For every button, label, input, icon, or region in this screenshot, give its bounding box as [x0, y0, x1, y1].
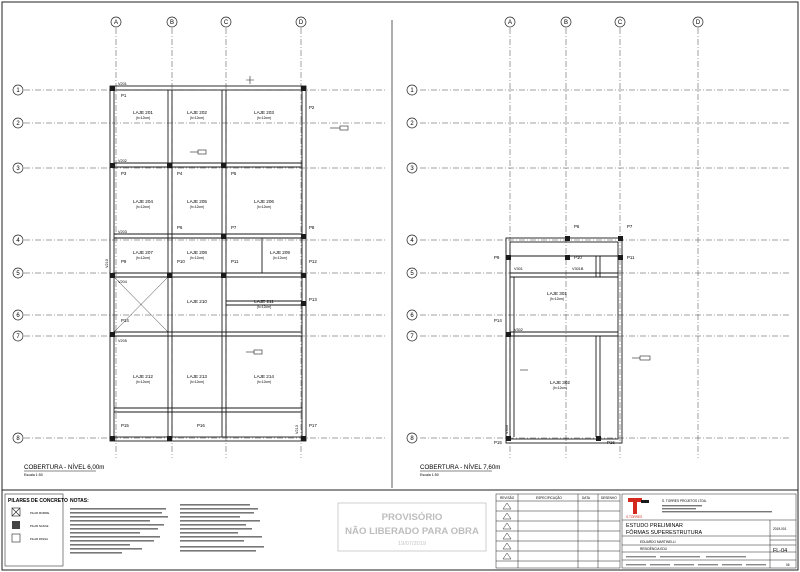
- axis-bubble-d: [693, 17, 703, 27]
- company-logo: [626, 498, 649, 519]
- axis-label-d: D: [695, 20, 701, 26]
- axis-label-2: 2: [410, 121, 414, 127]
- notes-text-lines: [70, 504, 264, 554]
- axis-bubble-8: [407, 433, 417, 443]
- slab-label: LAJE 214: [254, 374, 274, 379]
- axis-label-7: 7: [16, 334, 20, 340]
- beam-label: V204: [118, 280, 127, 284]
- slab-thickness: (h=12cm): [189, 116, 205, 120]
- stamp-line2: NÃO LIBERADO PARA OBRA: [345, 526, 479, 537]
- right-plan-title: COBERTURA - NÍVEL 7,60m: [420, 464, 501, 471]
- pillar-label: P9: [494, 255, 500, 260]
- slab-thickness: (h=12cm): [135, 256, 151, 260]
- axis-bubble-5: [407, 268, 417, 278]
- legend-item: PILAR MORRE: [30, 511, 50, 515]
- slab-label: LAJE 202: [187, 110, 207, 115]
- legend-item: PILAR NASCE: [30, 524, 49, 528]
- axis-bubble-8: [13, 433, 23, 443]
- axis-label-3: 3: [410, 166, 414, 172]
- axis-bubble-a: [111, 17, 121, 27]
- slab-label: LAJE 208: [187, 250, 207, 255]
- slab-thickness: (h=12cm): [189, 380, 205, 384]
- slab-label: LAJE 212: [133, 374, 153, 379]
- left-floor-plan: [13, 17, 385, 477]
- axis-bubble-3: [407, 163, 417, 173]
- axis-bubble-c: [615, 17, 625, 27]
- beam-label: V201: [118, 82, 127, 86]
- pillar-label: P10: [574, 255, 582, 260]
- slab-thickness: (h=12cm): [135, 116, 151, 120]
- pillar-markers: [506, 236, 623, 441]
- beam-label: V213: [295, 425, 299, 434]
- pillar-label: P1: [121, 93, 127, 98]
- provisional-stamp: [338, 503, 486, 551]
- project-code: 2019-001: [773, 527, 787, 531]
- beam-label: V202: [118, 159, 127, 163]
- axis-label-a: A: [113, 20, 119, 26]
- axis-bubble-b: [167, 17, 177, 27]
- slab-thickness: (h=12cm): [256, 305, 272, 309]
- axis-label-a: A: [507, 20, 513, 26]
- axis-label-6: 6: [410, 313, 414, 319]
- revision-header: DESENHO: [601, 496, 617, 500]
- drawing-subject: FÔRMAS SUPERESTRUTURA: [626, 530, 703, 536]
- pillar-label: P17: [309, 423, 317, 428]
- axis-bubble-c: [221, 17, 231, 27]
- company-name: S. TORRES PROJETOS LTDA.: [662, 499, 707, 503]
- pillar-label: P11: [231, 259, 239, 264]
- slab-thickness: (h=12cm): [549, 297, 565, 301]
- axis-bubble-4: [407, 235, 417, 245]
- axis-label-8: 8: [410, 436, 414, 442]
- slab-label: LAJE 206: [254, 199, 274, 204]
- pillar-legend: [5, 494, 68, 566]
- axis-label-d: D: [298, 20, 304, 26]
- slab-label: LAJE 209: [270, 250, 290, 255]
- slab-thickness: (h=12cm): [256, 380, 272, 384]
- beam-label: V205: [118, 339, 127, 343]
- axis-label-c: C: [223, 20, 229, 26]
- axis-label-6: 6: [16, 313, 20, 319]
- logo-text: S.TORRES: [626, 515, 643, 519]
- pillar-label: P2: [309, 105, 315, 110]
- axis-label-c: C: [617, 20, 623, 26]
- legend-title: PILARES DE CONCRETO: [8, 498, 68, 504]
- notes-title: NOTAS:: [70, 498, 89, 504]
- pillar-label: P14: [121, 318, 129, 323]
- slab-label: LAJE 204: [133, 199, 153, 204]
- axis-label-4: 4: [410, 238, 414, 244]
- slab-label: LAJE 213: [187, 374, 207, 379]
- pillar-label: P11: [627, 255, 635, 260]
- pillar-label: P3: [121, 171, 127, 176]
- slab-label: LAJE 301: [547, 291, 567, 296]
- slab-label: LAJE 210: [187, 299, 207, 304]
- axis-label-2: 2: [16, 121, 20, 127]
- axis-bubble-7: [13, 331, 23, 341]
- pillar-label: P10: [177, 259, 185, 264]
- stamp-line1: PROVISÓRIO: [381, 512, 443, 523]
- project-name: RESIDÊNCIA EDU: [640, 547, 667, 551]
- company-address-lines: [662, 505, 772, 512]
- axis-bubble-a: [505, 17, 515, 27]
- slab-label: LAJE 203: [254, 110, 274, 115]
- axis-bubble-4: [13, 235, 23, 245]
- opening-cross: [114, 277, 168, 332]
- pillar-label: P8: [309, 225, 315, 230]
- pillar-label: P12: [309, 259, 317, 264]
- pillar-label: P4: [177, 171, 183, 176]
- revision-header: ESPECIFICAÇÃO: [536, 496, 562, 500]
- slab-label: LAJE 207: [133, 250, 153, 255]
- sheet-number: FL-04: [773, 548, 788, 554]
- title-block-fine-print: [626, 556, 766, 565]
- beam-label: V303: [505, 425, 509, 434]
- slab-thickness: (h=12cm): [256, 205, 272, 209]
- pillar-label: P16: [197, 423, 205, 428]
- axis-label-b: B: [169, 20, 175, 26]
- pillar-label: P5: [231, 171, 237, 176]
- axis-label-8: 8: [16, 436, 20, 442]
- axis-label-7: 7: [410, 334, 414, 340]
- stamp-date: 19/07/2019: [398, 541, 426, 547]
- pillar-label: P15: [121, 423, 129, 428]
- slab-thickness: (h=12cm): [552, 386, 568, 390]
- axis-label-5: 5: [410, 271, 414, 277]
- drawing-stage: ESTUDO PRELIMINAR: [626, 523, 683, 529]
- axis-label-3: 3: [16, 166, 20, 172]
- slab-thickness: (h=12cm): [189, 205, 205, 209]
- axis-bubble-2: [407, 118, 417, 128]
- pillar-label: P16: [607, 440, 615, 445]
- level-markers: [520, 356, 650, 370]
- slab-thickness: (h=12cm): [256, 116, 272, 120]
- slab-thickness: (h=12cm): [189, 256, 205, 260]
- pillar-label: P7: [627, 224, 633, 229]
- sheet-border: [2, 2, 798, 570]
- beam-label: V302: [514, 328, 523, 332]
- slab-label: LAJE 302: [550, 380, 570, 385]
- left-plan-scale: Escala 1:50: [24, 473, 43, 477]
- axis-bubble-1: [13, 85, 23, 95]
- legend-item: PILAR PASSA: [30, 537, 48, 541]
- pillar-label: P6: [574, 224, 580, 229]
- axis-bubble-6: [13, 310, 23, 320]
- axis-label-b: B: [563, 20, 569, 26]
- revision-header: DATA: [582, 496, 591, 500]
- client-name: EDUARDO MARTINELLI: [640, 540, 676, 544]
- axis-label-1: 1: [16, 88, 20, 94]
- axis-bubble-6: [407, 310, 417, 320]
- axis-bubble-1: [407, 85, 417, 95]
- axis-label-4: 4: [16, 238, 20, 244]
- left-plan-title: COBERTURA - NÍVEL 6,00m: [24, 464, 105, 471]
- axis-bubble-3: [13, 163, 23, 173]
- axis-bubble-2: [13, 118, 23, 128]
- axis-bubble-d: [296, 17, 306, 27]
- beam-outline: [506, 238, 622, 443]
- axis-bubble-b: [561, 17, 571, 27]
- beam-label: V301B: [572, 267, 584, 271]
- pillar-label: P6: [177, 225, 183, 230]
- right-plan-scale: Escala 1:50: [420, 473, 439, 477]
- pillar-label: P14: [494, 318, 502, 323]
- pillar-label: P13: [309, 297, 317, 302]
- beam-label: V210: [105, 259, 109, 268]
- right-floor-plan: [407, 17, 790, 477]
- slab-label: LAJE 205: [187, 199, 207, 204]
- slab-thickness: (h=12cm): [135, 380, 151, 384]
- slab-thickness: (h=12cm): [135, 205, 151, 209]
- slab-thickness: (h=12cm): [272, 256, 288, 260]
- revision-table: [496, 494, 620, 568]
- pillar-label: P15: [494, 440, 502, 445]
- revision-header: REVISÃO: [500, 496, 515, 500]
- slab-label: LAJE 211: [254, 299, 274, 304]
- pillar-label: P9: [121, 259, 127, 264]
- beam-label: V301: [514, 267, 523, 271]
- axis-bubble-7: [407, 331, 417, 341]
- axis-bubble-5: [13, 268, 23, 278]
- pillar-markers: [110, 86, 306, 441]
- axis-label-5: 5: [16, 271, 20, 277]
- sheet-total: 06: [786, 563, 790, 567]
- axis-label-1: 1: [410, 88, 414, 94]
- pillar-label: P7: [231, 225, 237, 230]
- beam-outline: [110, 86, 306, 441]
- slab-label: LAJE 201: [133, 110, 153, 115]
- beam-label: V203: [118, 230, 127, 234]
- notes-block: [70, 498, 264, 554]
